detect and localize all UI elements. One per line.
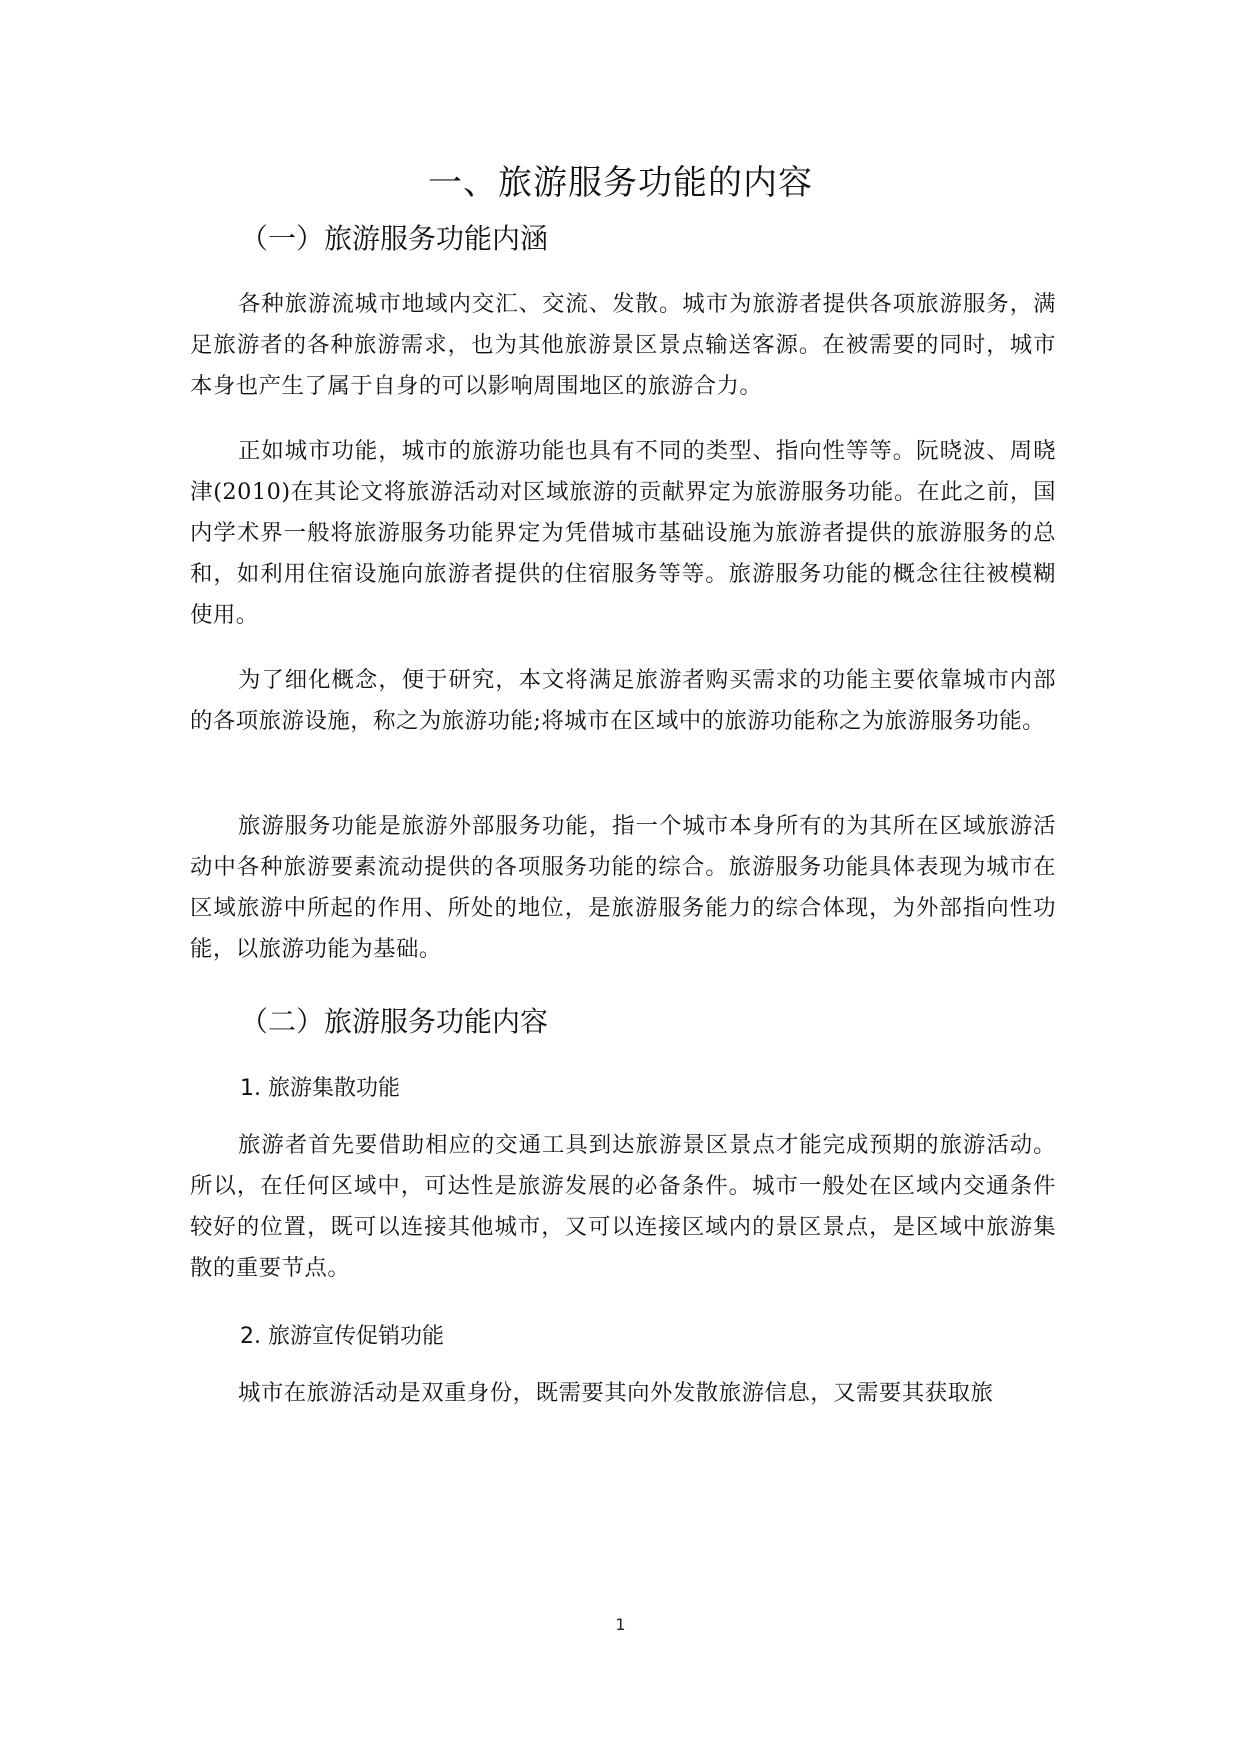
subsection-heading: 1. 旅游集散功能 [240,1076,400,1101]
paragraph: 各种旅游流城市地域内交汇、交流、发散。城市为旅游者提供各项旅游服务，满足旅游者的各种旅游需求，也为其他旅游景区景点输送客源。在被需要的同时，城市本身也产生了属于自身的可以影响周围地区的旅游合力。 [190,291,1056,399]
section-heading-1: （一）旅游服务功能内涵 [240,222,549,255]
paragraph: 正如城市功能，城市的旅游功能也具有不同的类型、指向性等等。阮晓波、周晓津(2010)在其论文将旅游活动对区域旅游的贡献界定为旅游服务功能。在此之前，国内学术界一般将旅游服务功能界定为凭借城市基础设施为旅游者提供的旅游服务的总和，如利用住宿设施向旅游者提供的住宿服务等等。旅游服务功能的概念往往被模糊使用。 [190,438,1056,628]
section-heading-2: （二）旅游服务功能内容 [240,1005,549,1038]
page-number: 1 [615,1615,626,1634]
subsection-heading: 2. 旅游宣传促销功能 [240,1324,444,1349]
paragraph: 为了细化概念，便于研究，本文将满足旅游者购买需求的功能主要依靠城市内部的各项旅游设施，称之为旅游功能;将城市在区域中的旅游功能称之为旅游服务功能。 [190,667,1056,734]
paragraph: 旅游服务功能是旅游外部服务功能，指一个城市本身所有的为其所在区域旅游活动中各种旅游要素流动提供的各项服务功能的综合。旅游服务功能具体表现为城市在区域旅游中所起的作用、所处的地位，是旅游服务能力的综合体现，为外部指向性功能，以旅游功能为基础。 [190,813,1056,962]
paragraph: 旅游者首先要借助相应的交通工具到达旅游景区景点才能完成预期的旅游活动。所以，在任何区域中，可达性是旅游发展的必备条件。城市一般处在区域内交通条件较好的位置，既可以连接其他城市，又可以连接区域内的景区景点，是区域中旅游集散的重要节点。 [190,1132,1056,1281]
document-title: 一、旅游服务功能的内容 [428,163,813,203]
paragraph: 城市在旅游活动是双重身份，既需要其向外发散旅游信息，又需要其获取旅 [238,1380,994,1406]
